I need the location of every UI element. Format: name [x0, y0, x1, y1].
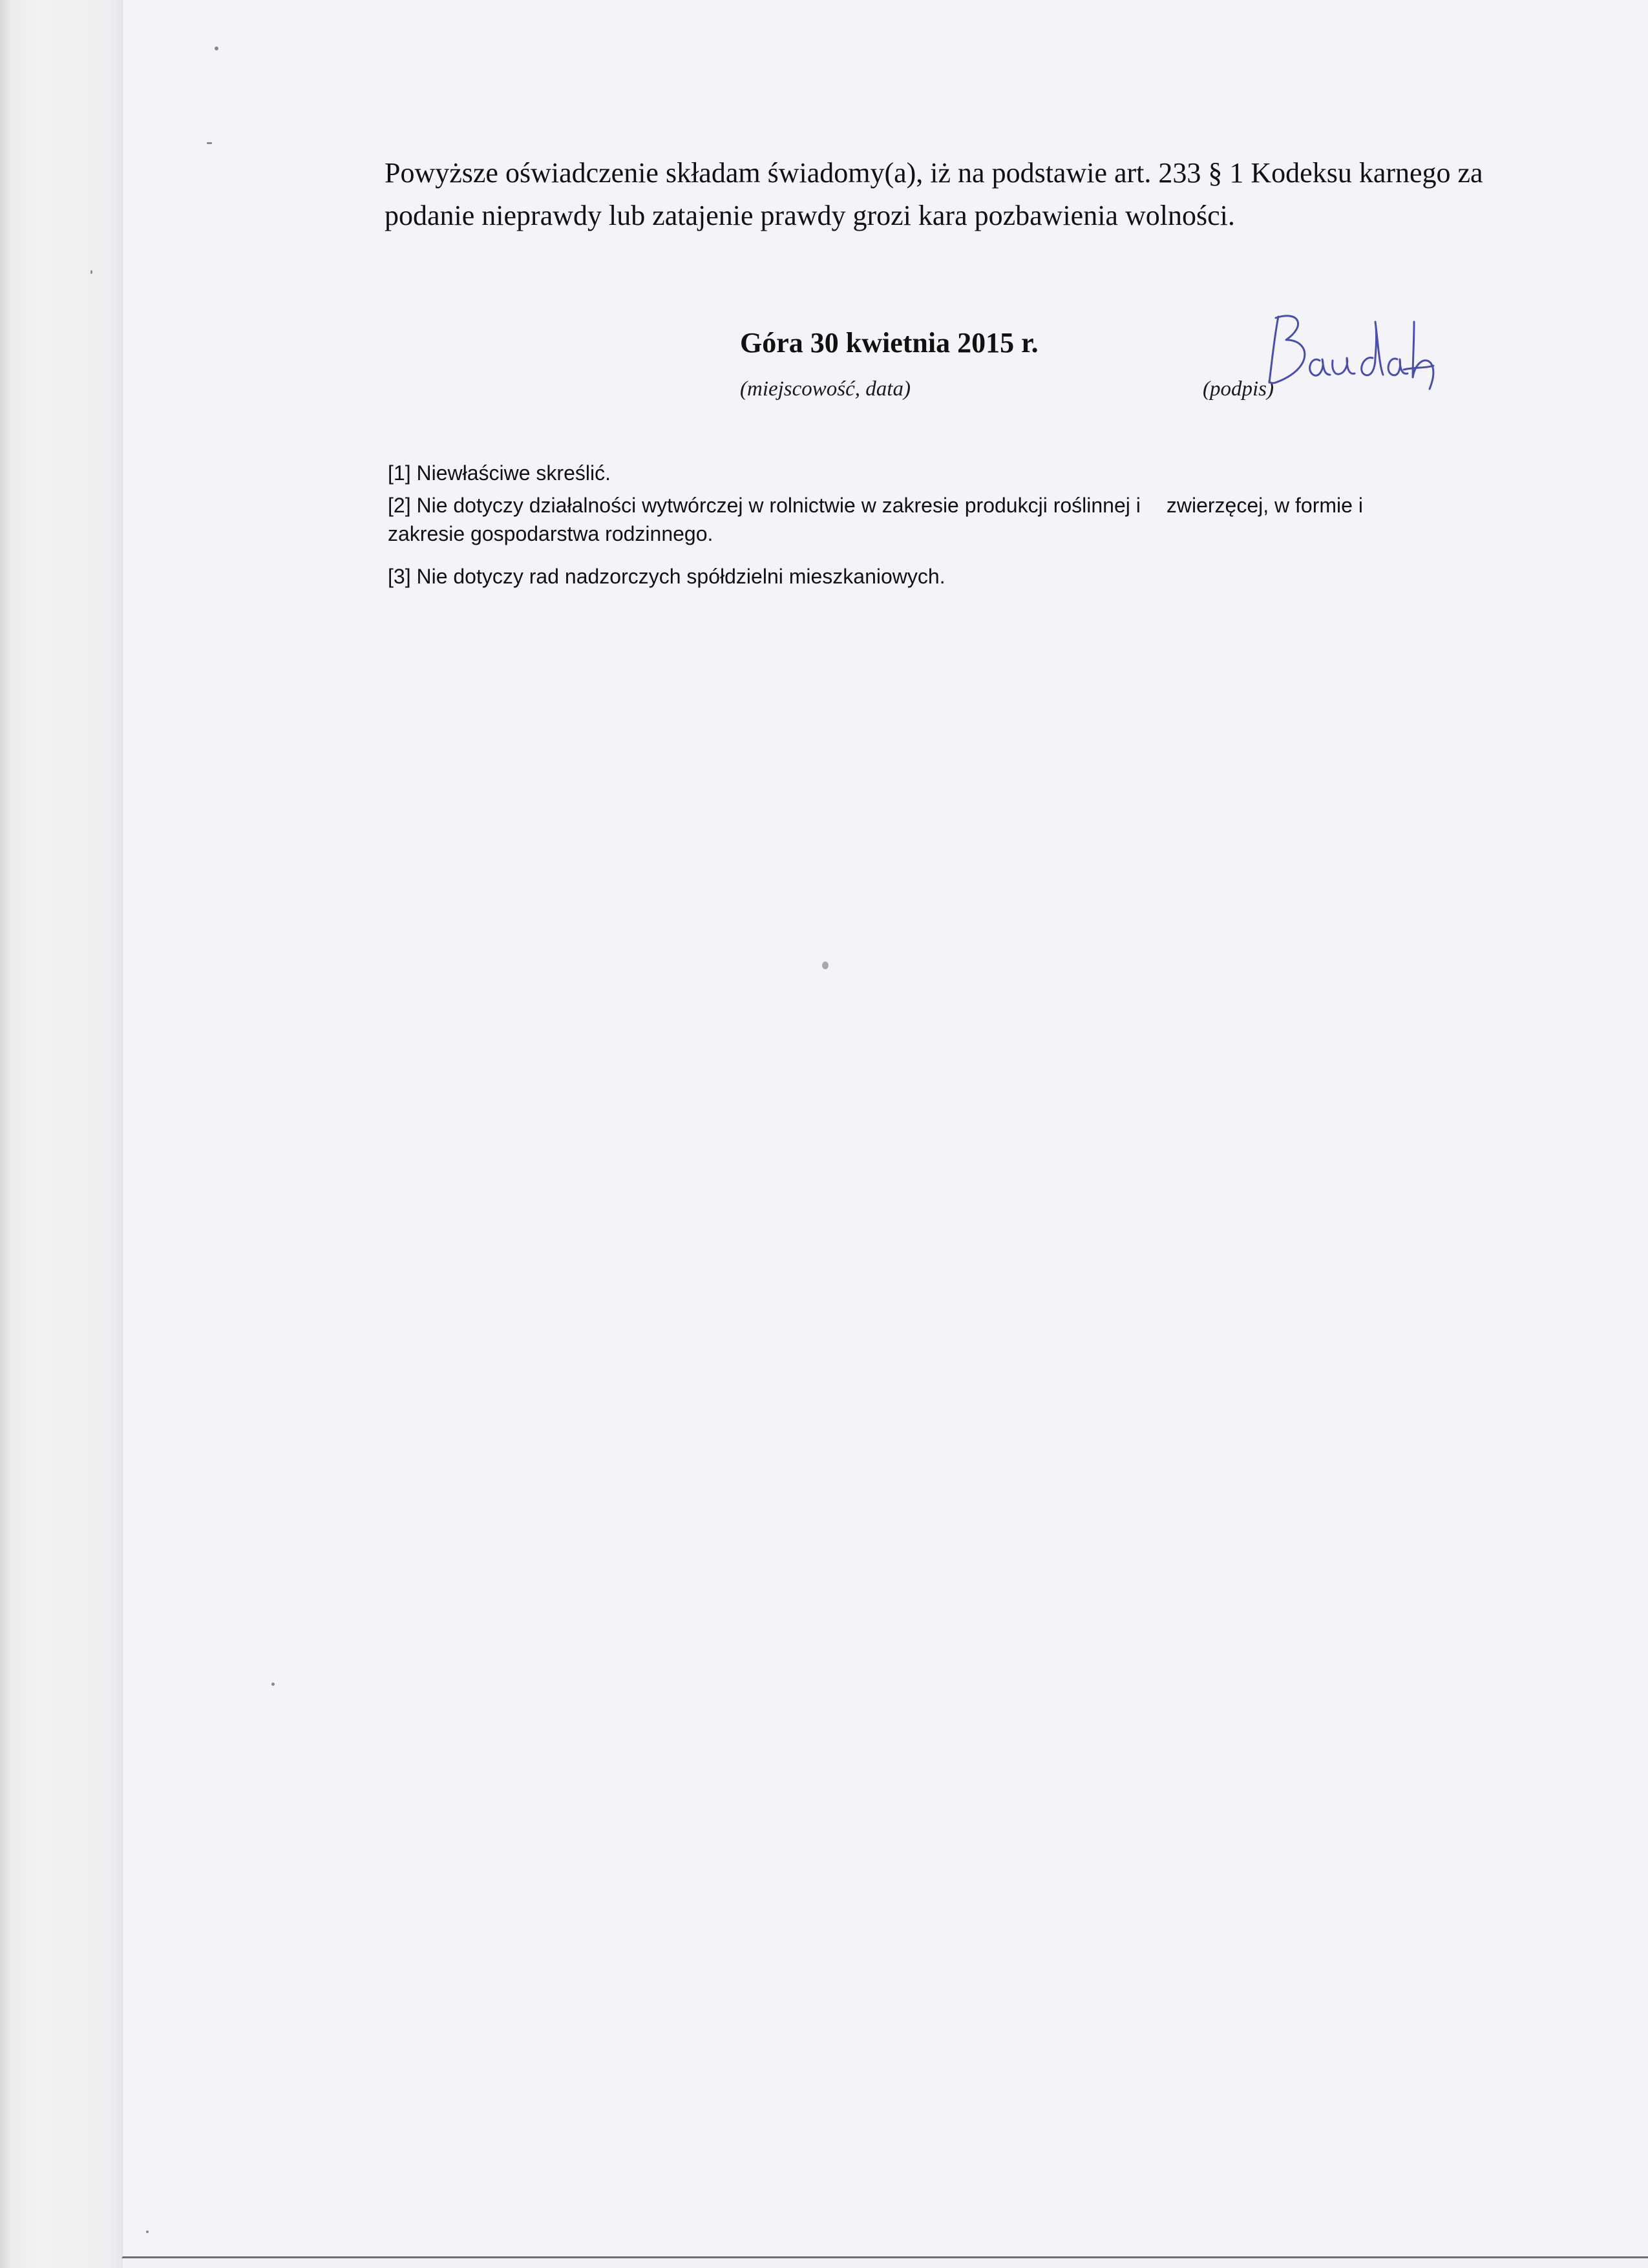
scan-speck — [822, 961, 829, 969]
footnote-1 — [388, 459, 611, 487]
document-page — [121, 0, 1648, 2258]
scan-speck — [207, 142, 212, 144]
place-date: Góra 30 kwietnia 2015 r. — [740, 327, 1039, 359]
scan-speck — [271, 1683, 275, 1686]
scan-speck — [90, 270, 92, 274]
statement-paragraph — [385, 152, 1483, 237]
scan-edge-strip — [0, 0, 123, 2268]
footnote-1-text: Niewłaściwe skreślić. — [416, 461, 611, 485]
statement-line-1: Powyższe oświadczenie składam świadomy(a), iż na podstawie art. 233 § 1 Kodeksu karnego za — [385, 157, 1483, 189]
footnote-2 — [388, 491, 1363, 520]
handwritten-signature — [1260, 310, 1454, 401]
scan-speck — [146, 2231, 149, 2233]
place-date-caption: (miejscowość, data) — [740, 377, 911, 401]
footnote-1-marker: [1] — [388, 461, 411, 485]
statement-line-2: podanie nieprawdy lub zatajenie prawdy grozi kara pozbawienia wolności. — [385, 200, 1235, 231]
footnote-2-text: Nie dotyczy działalności wytwórczej w rolnictwie w zakresie produkcji roślinnej i — [416, 494, 1141, 517]
scan-speck — [215, 47, 218, 50]
footnote-2-line-2: zakresie gospodarstwa rodzinnego. — [388, 522, 713, 545]
footnote-3-marker: [3] — [388, 565, 411, 588]
footnote-2-text-cont: zwierzęcej, w formie i — [1166, 494, 1363, 517]
signature-caption: (podpis) — [1203, 377, 1274, 401]
footnote-2-marker: [2] — [388, 494, 411, 517]
footnote-3 — [388, 562, 945, 591]
footnote-3-text: Nie dotyczy rad nadzorczych spółdzielni mieszkaniowych. — [416, 565, 945, 588]
